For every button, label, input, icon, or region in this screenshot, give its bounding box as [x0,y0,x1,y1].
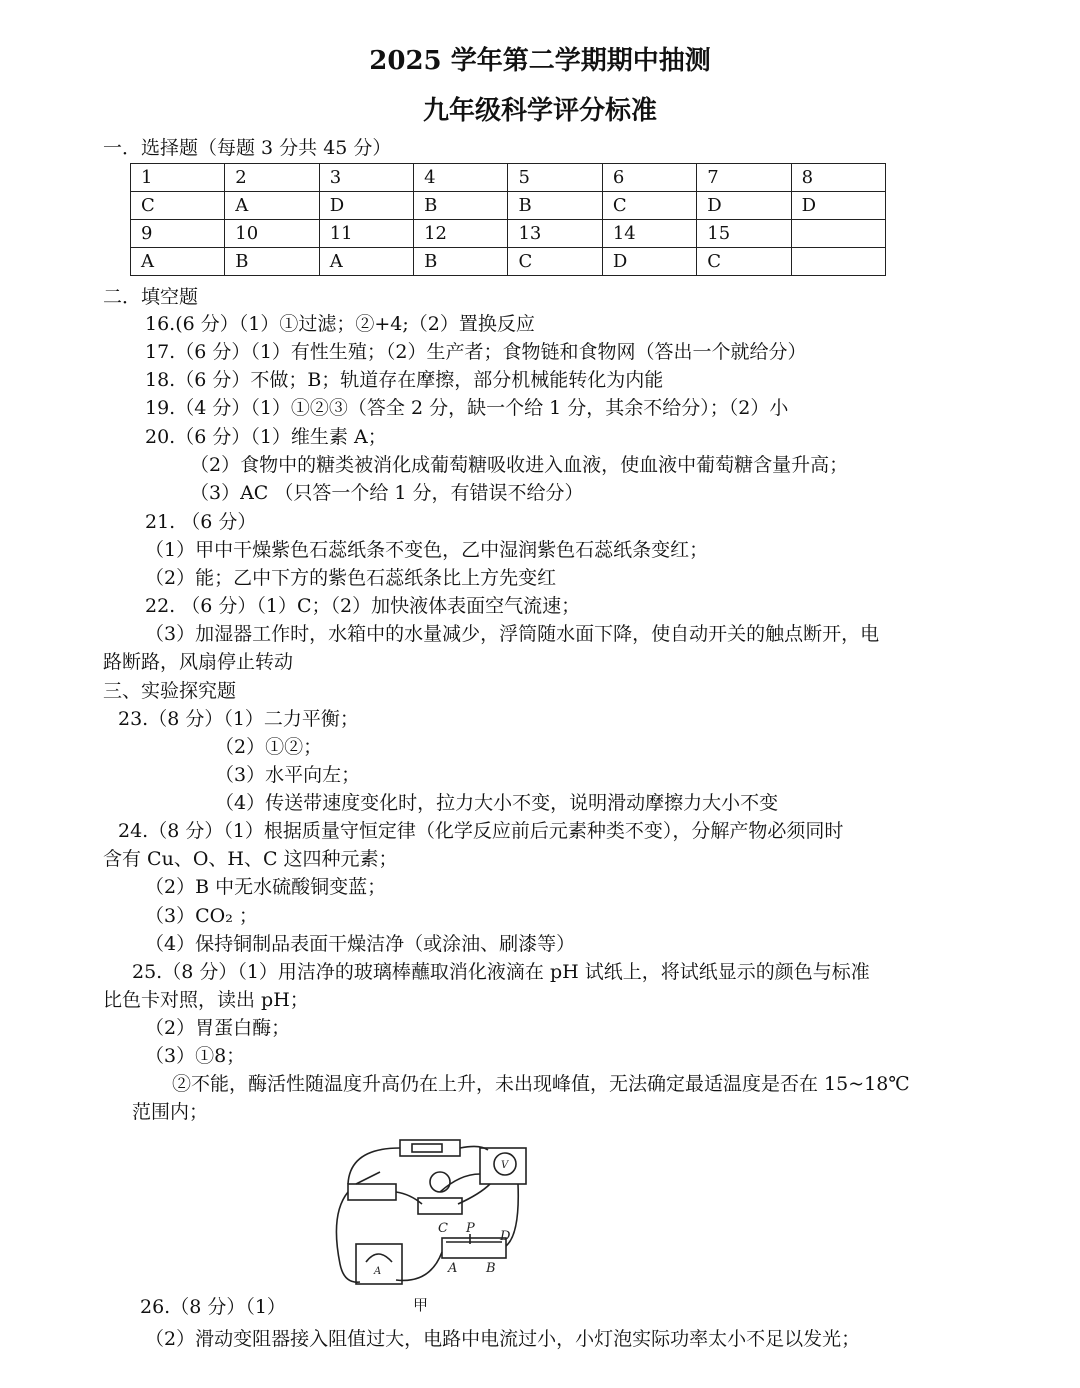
label-b: B [486,1261,496,1276]
circuit-diagram [330,1134,560,1294]
answer-q24-line5: （4）保持铜制品表面干燥洁净（或涂油、刷漆等） [145,933,576,955]
answer-q16: 16.(6 分）（1）①过滤；②+4;（2）置换反应 [145,313,535,335]
bulb-shape [430,1172,450,1192]
table-cell: C [697,248,791,276]
answer-q19: 19.（4 分）（1）①②③（答全 2 分，缺一个给 1 分，其余不给分）；（2）小 [145,397,789,419]
table-row [131,192,886,220]
answer-q25-line3: （2）胃蛋白酶； [145,1017,291,1039]
answer-q24-line4: （3）CO₂ ； [145,905,258,927]
table-cell: 5 [508,164,602,192]
table-cell: 15 [697,220,791,248]
label-ammeter: A [374,1266,382,1277]
table-cell: D [791,192,885,220]
answer-q24-line3: （2）B 中无水硫酸铜变蓝； [145,876,387,898]
answer-q26-line1: 26.（8 分）（1） [140,1296,286,1318]
table-row [131,220,886,248]
answer-q22-line2: （3）加湿器工作时，水箱中的水量减少，浮筒随水面下降，使自动开关的触点断开，电 [145,623,880,645]
answer-q18: 18.（6 分）不做；B；轨道存在摩擦，部分机械能转化为内能 [145,369,664,391]
table-cell: 2 [225,164,319,192]
table-cell: 7 [697,164,791,192]
rheostat-shape [442,1238,506,1258]
section-experiment-heading: 三、实验探究题 [103,680,237,702]
answer-table [130,163,886,276]
answer-q25-line5: ②不能，酶活性随温度升高仍在上升，未出现峰值，无法确定最适温度是否在 15~18℃ [172,1073,910,1095]
table-row [131,164,886,192]
table-cell: C [602,192,696,220]
table-cell: D [319,192,413,220]
page-subtitle: 九年级科学评分标准 [422,96,657,126]
table-cell: 14 [602,220,696,248]
table-cell: D [697,192,791,220]
answer-q23-line3: （3）水平向左； [215,764,361,786]
answer-q22-line1: 22. （6 分）（1）C；（2）加快液体表面空气流速； [145,595,581,617]
answer-q25-line4: （3）①8； [145,1045,246,1067]
answer-q21-line3: （2）能；乙中下方的紫色石蕊纸条比上方先变红 [145,567,557,589]
table-cell: 9 [131,220,225,248]
bulb-base-shape [418,1198,462,1214]
answer-q20-line1: 20.（6 分）（1）维生素 A； [145,426,387,448]
section-fill-heading: 二．填空题 [103,286,199,308]
table-cell: A [225,192,319,220]
table-cell: D [602,248,696,276]
table-cell [791,248,885,276]
table-cell: 10 [225,220,319,248]
table-cell: B [414,192,508,220]
answer-q26-line2: （2）滑动变阻器接入阻值过大，电路中电流过小，小灯泡实际功率太小不足以发光； [145,1328,861,1350]
page-title: 2025 学年第二学期期中抽测 [369,46,711,76]
answer-q25-line6: 范围内； [132,1101,209,1123]
answer-q25-line1: 25.（8 分）（1）用洁净的玻璃棒蘸取消化液滴在 pH 试纸上，将试纸显示的颜色与标准 [132,961,870,983]
answer-q20-line3: （3）AC （只答一个给 1 分，有错误不给分） [190,482,584,504]
table-cell: 12 [414,220,508,248]
table-cell: B [508,192,602,220]
table-cell: B [414,248,508,276]
table-cell: 11 [319,220,413,248]
ammeter-shape [356,1244,402,1284]
answer-q23-line4: （4）传送带速度变化时，拉力大小不变，说明滑动摩擦力大小不变 [215,792,779,814]
table-cell: A [131,248,225,276]
table-cell: 13 [508,220,602,248]
table-row [131,248,886,276]
switch-shape [348,1184,396,1200]
answer-q22-line3: 路断路，风扇停止转动 [103,651,294,673]
label-p: P [466,1221,475,1236]
answer-q23-line1: 23.（8 分）（1）二力平衡； [118,708,359,730]
table-cell: C [508,248,602,276]
table-cell: 3 [319,164,413,192]
answer-q24-line2: 含有 Cu、O、H、C 这四种元素； [103,848,398,870]
answer-q24-line1: 24.（8 分）（1）根据质量守恒定律（化学反应前后元素种类不变），分解产物必须同时 [118,820,844,842]
label-a: A [448,1261,458,1276]
answer-q20-line2: （2）食物中的糖类被消化成葡萄糖吸收进入血液，使血液中葡萄糖含量升高； [190,454,849,476]
table-cell: C [131,192,225,220]
figure-caption: 甲 [413,1296,429,1314]
table-cell: 1 [131,164,225,192]
answer-q17: 17.（6 分）（1）有性生殖；（2）生产者；食物链和食物网（答出一个就给分） [145,341,807,363]
section-choice-heading: 一．选择题（每题 3 分共 45 分） [103,137,392,159]
answer-q25-line2: 比色卡对照，读出 pH； [103,989,309,1011]
answer-q21-line1: 21. （6 分） [145,511,257,533]
answer-q23-line2: （2）①②； [215,736,323,758]
answer-q21-line2: （1）甲中干燥紫色石蕊纸条不变色，乙中湿润紫色石蕊纸条变红； [145,539,709,561]
table-cell: B [225,248,319,276]
battery-shape [400,1140,460,1156]
table-cell: A [319,248,413,276]
table-cell: 6 [602,164,696,192]
label-voltmeter: V [501,1160,509,1171]
table-cell [791,220,885,248]
table-cell: 4 [414,164,508,192]
table-cell: 8 [791,164,885,192]
label-d: D [500,1229,511,1244]
label-c: C [438,1221,448,1236]
